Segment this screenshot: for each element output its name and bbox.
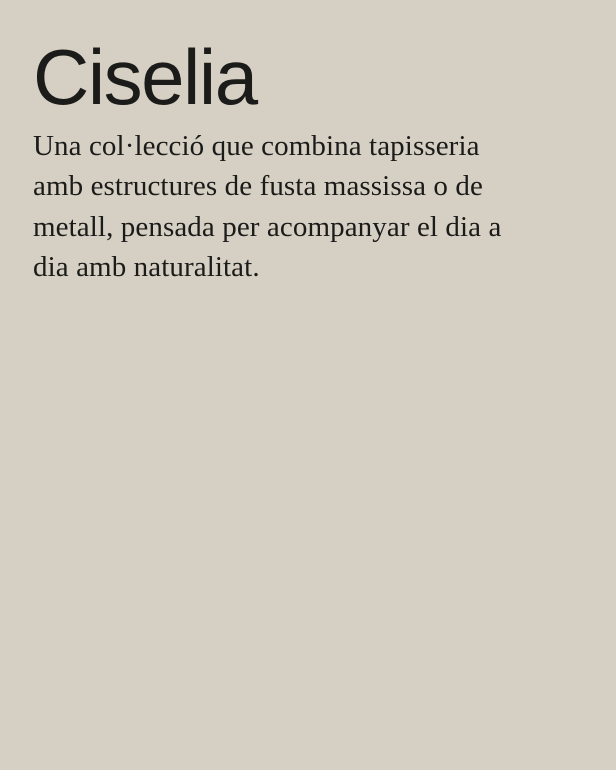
collection-text-block	[33, 33, 576, 287]
page-title: Ciselia	[33, 33, 257, 121]
collection-description: Una col·lecció que combina tapisseria amb estructures de fusta massissa o de metall, pensada per acompanyar el dia a dia amb naturalitat.	[33, 130, 502, 283]
